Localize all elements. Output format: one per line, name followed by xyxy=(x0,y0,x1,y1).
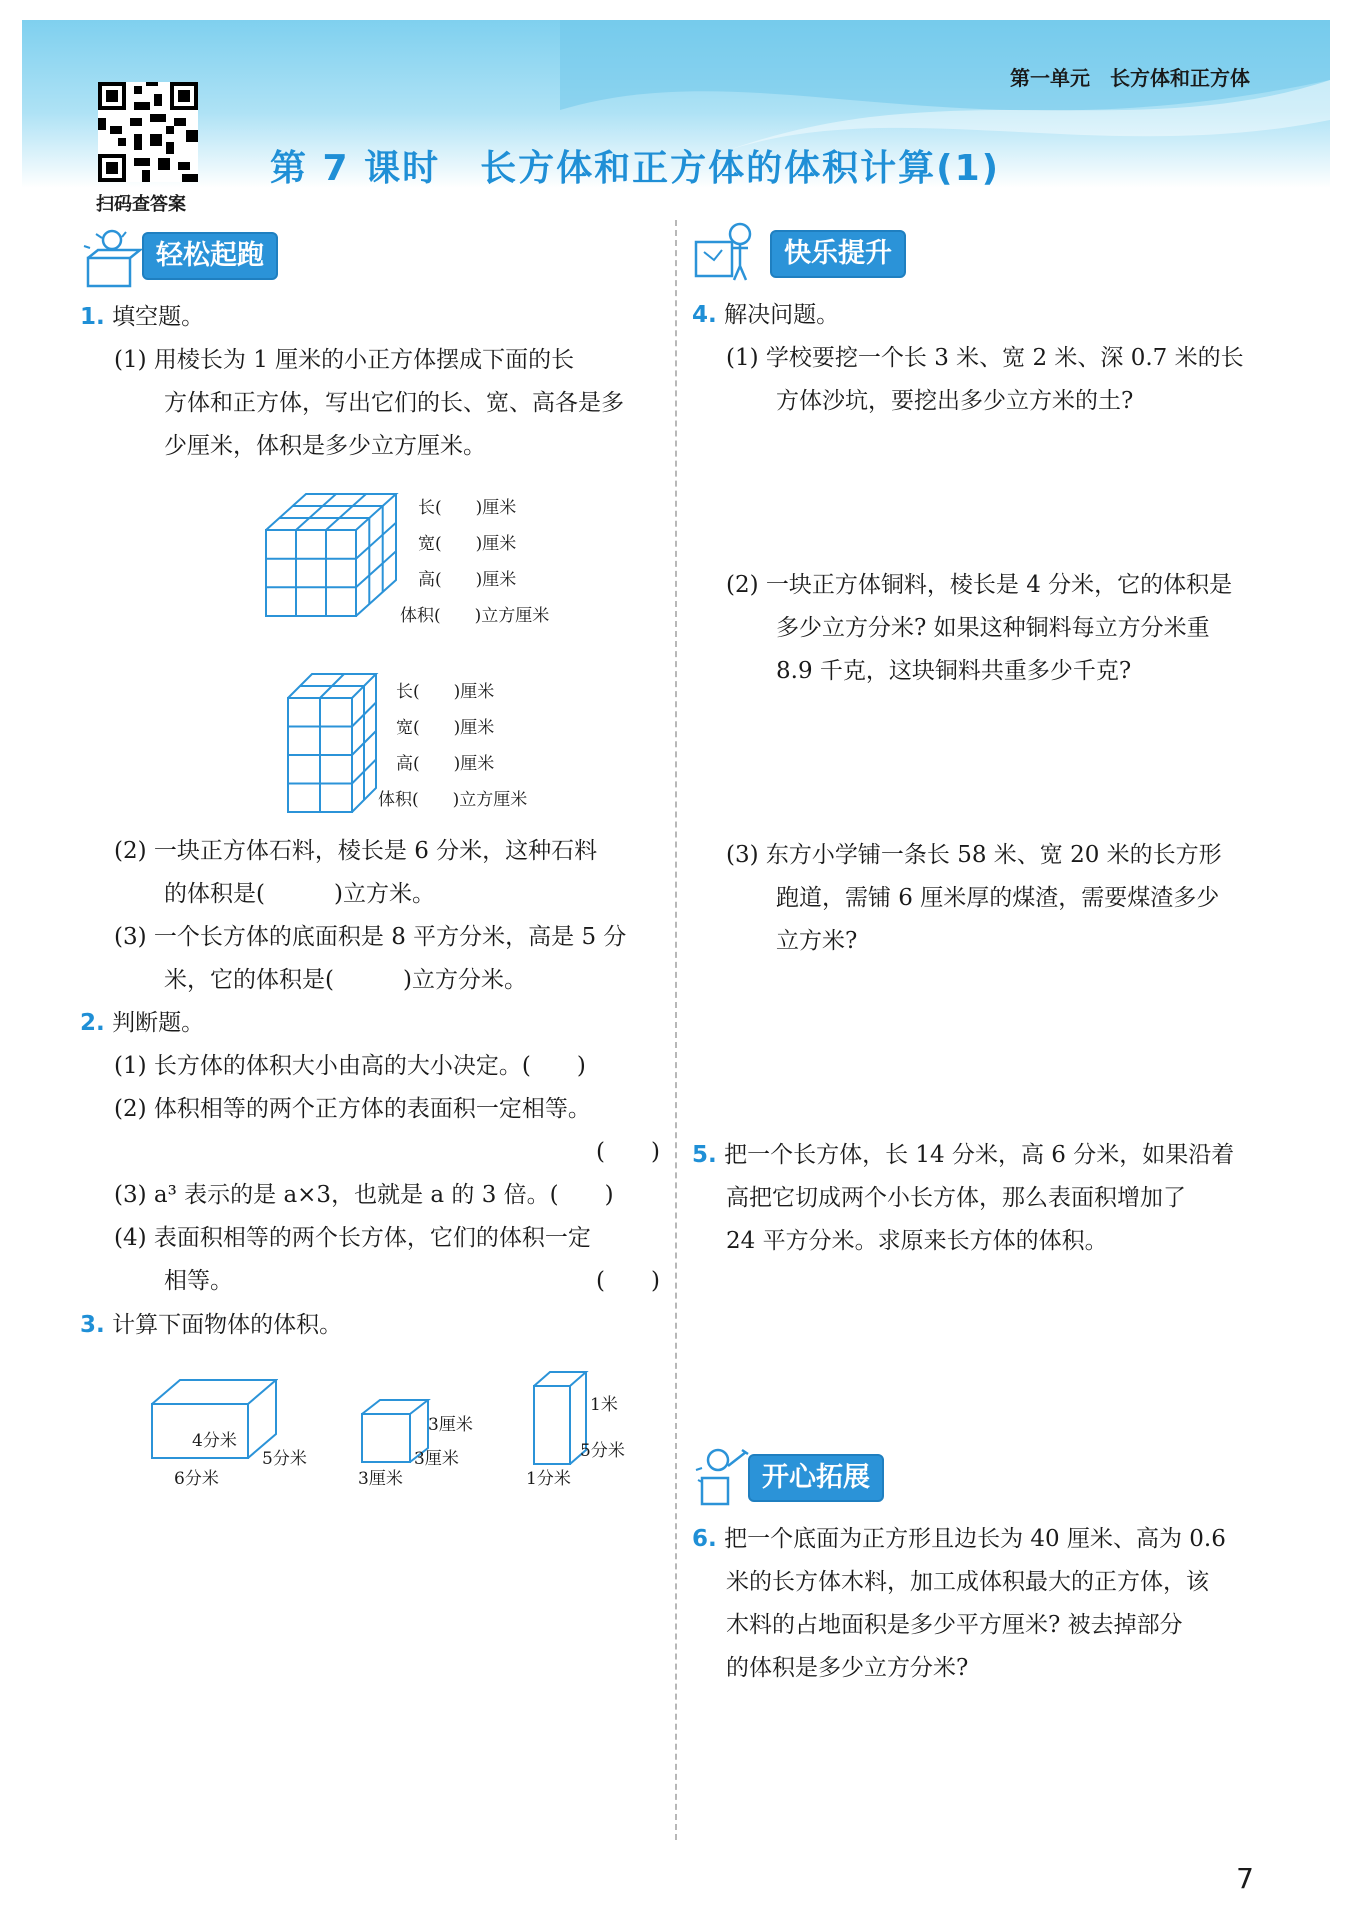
q2-p4-line2 xyxy=(114,1260,670,1303)
box2-width-label: 3厘米 xyxy=(414,1449,459,1469)
fig2-length: 长( )厘米 xyxy=(396,682,495,702)
q1-p2-line1: (2) 一块正方体石料，棱长是 6 分米，这种石料 xyxy=(114,838,598,864)
question-4 xyxy=(692,294,1292,423)
q4-p2-line3: 8.9 千克，这块铜料共重多少千克? xyxy=(776,658,1132,684)
q2-p1: (1) 长方体的体积大小由高的大小决定。( ) xyxy=(114,1053,586,1079)
q4-p3-line3: 立方米? xyxy=(776,928,858,954)
q1-part1 xyxy=(80,339,670,468)
question-1 xyxy=(80,296,670,468)
q5-line1: 把一个长方体，长 14 分米，高 6 分米，如果沿着 xyxy=(724,1142,1235,1168)
q2-p4-line1: (4) 表面积相等的两个长方体，它们的体积一定 xyxy=(114,1225,591,1251)
title-topic: 长方体和正方体的体积计算(1) xyxy=(480,148,1001,189)
q1-number: 1. xyxy=(80,304,105,330)
q2-p2-answer: ( ) xyxy=(596,1139,660,1165)
q2-number: 2. xyxy=(80,1010,105,1036)
mascot-box-icon xyxy=(76,222,146,292)
box3-width-label: 5分米 xyxy=(580,1441,625,1461)
qr-label: 扫码查答案 xyxy=(96,194,186,215)
q6-number: 6. xyxy=(692,1526,717,1552)
fig1-labels xyxy=(400,490,550,634)
q3-number: 3. xyxy=(80,1312,105,1338)
title-lesson: 第 7 课时 xyxy=(270,148,441,189)
page-title xyxy=(270,140,1000,191)
fig2-width: 宽( )厘米 xyxy=(396,718,495,738)
q2-p3: (3) a³ 表示的是 a×3，也就是 a 的 3 倍。( ) xyxy=(114,1182,614,1208)
q1-p2-line2: 的体积是( )立方米。 xyxy=(164,881,435,907)
column-divider xyxy=(675,220,677,1840)
q1-p1-line3: 少厘米，体积是多少立方厘米。 xyxy=(164,433,486,459)
q6-line2: 米的长方体木料，加工成体积最大的正方体，该 xyxy=(726,1569,1209,1595)
box2-length-label: 3厘米 xyxy=(358,1469,403,1489)
fig2-labels xyxy=(378,674,528,818)
q4-part3 xyxy=(726,834,1296,963)
q4-part2 xyxy=(726,564,1296,693)
q4-p2-line2: 多少立方分米? 如果这种铜料每立方分米重 xyxy=(776,615,1210,641)
fig2-height: 高( )厘米 xyxy=(396,754,495,774)
q4-number: 4. xyxy=(692,302,717,328)
q6-line3: 木料的占地面积是多少平方厘米? 被去掉部分 xyxy=(726,1612,1183,1638)
q4-p3-line2: 跑道，需铺 6 厘米厚的煤渣，需要煤渣多少 xyxy=(776,885,1220,911)
box3-height-label: 1米 xyxy=(590,1395,618,1415)
box1-width-label: 5分米 xyxy=(262,1449,307,1469)
question-6 xyxy=(692,1518,1302,1690)
q1-p1-line2: 方体和正方体，写出它们的长、宽、高各是多 xyxy=(164,390,624,416)
fig1-width: 宽( )厘米 xyxy=(418,534,517,554)
q1-parts-2-3 xyxy=(114,830,674,1002)
q1-p3-line2: 米，它的体积是( )立方分米。 xyxy=(164,967,527,993)
fig1-volume: 体积( )立方厘米 xyxy=(400,606,550,626)
question-3 xyxy=(80,1304,670,1347)
section-expand-badge: 开心拓展 xyxy=(748,1454,884,1502)
q4-title: 解决问题。 xyxy=(724,302,840,328)
q5-line2: 高把它切成两个小长方体，那么表面积增加了 xyxy=(726,1185,1186,1211)
box1-length-label: 6分米 xyxy=(174,1469,219,1489)
q2-p2-line1: (2) 体积相等的两个正方体的表面积一定相等。 xyxy=(114,1096,591,1122)
box3-length-label: 1分米 xyxy=(526,1469,571,1489)
q3-title: 计算下面物体的体积。 xyxy=(112,1312,343,1338)
q1-p1-line1: (1) 用棱长为 1 厘米的小正方体摆成下面的长 xyxy=(114,347,575,373)
q1-title: 填空题。 xyxy=(112,304,205,330)
q4-p1-line1: (1) 学校要挖一个长 3 米、宽 2 米、深 0.7 米的长 xyxy=(726,345,1244,371)
q4-p3-line1: (3) 东方小学铺一条长 58 米、宽 20 米的长方形 xyxy=(726,842,1222,868)
fig1-length: 长( )厘米 xyxy=(418,498,517,518)
q2-p4-text: 相等。 xyxy=(164,1268,233,1294)
qr-code-icon[interactable] xyxy=(98,82,198,182)
fig1-height: 高( )厘米 xyxy=(418,570,517,590)
box2-height-label: 3厘米 xyxy=(428,1415,473,1435)
q4-p1-line2: 方体沙坑，要挖出多少立方米的土? xyxy=(776,388,1134,414)
q6-line1: 把一个底面为正方形且边长为 40 厘米、高为 0.6 xyxy=(724,1526,1226,1552)
q2-p4-answer: ( ) xyxy=(596,1268,660,1294)
q6-line4: 的体积是多少立方分米? xyxy=(726,1655,969,1681)
q1-p3-line1: (3) 一个长方体的底面积是 8 平方分米，高是 5 分 xyxy=(114,924,627,950)
section-easy-badge: 轻松起跑 xyxy=(142,232,278,280)
question-5 xyxy=(692,1134,1302,1263)
q4-p2-line1: (2) 一块正方体铜料，棱长是 4 分米，它的体积是 xyxy=(726,572,1233,598)
mascot-easel-icon xyxy=(688,218,758,288)
fig2-volume: 体积( )立方厘米 xyxy=(378,790,528,810)
q5-line3: 24 平方分米。求原来长方体的体积。 xyxy=(726,1228,1108,1254)
page-number: 7 xyxy=(1236,1862,1254,1895)
q5-number: 5. xyxy=(692,1142,717,1168)
question-2 xyxy=(80,1002,670,1303)
unit-label: 第一单元 长方体和正方体 xyxy=(1010,66,1250,90)
q2-title: 判断题。 xyxy=(112,1010,205,1036)
box1-height-label: 4分米 xyxy=(192,1431,237,1451)
section-happy-badge: 快乐提升 xyxy=(770,230,906,278)
